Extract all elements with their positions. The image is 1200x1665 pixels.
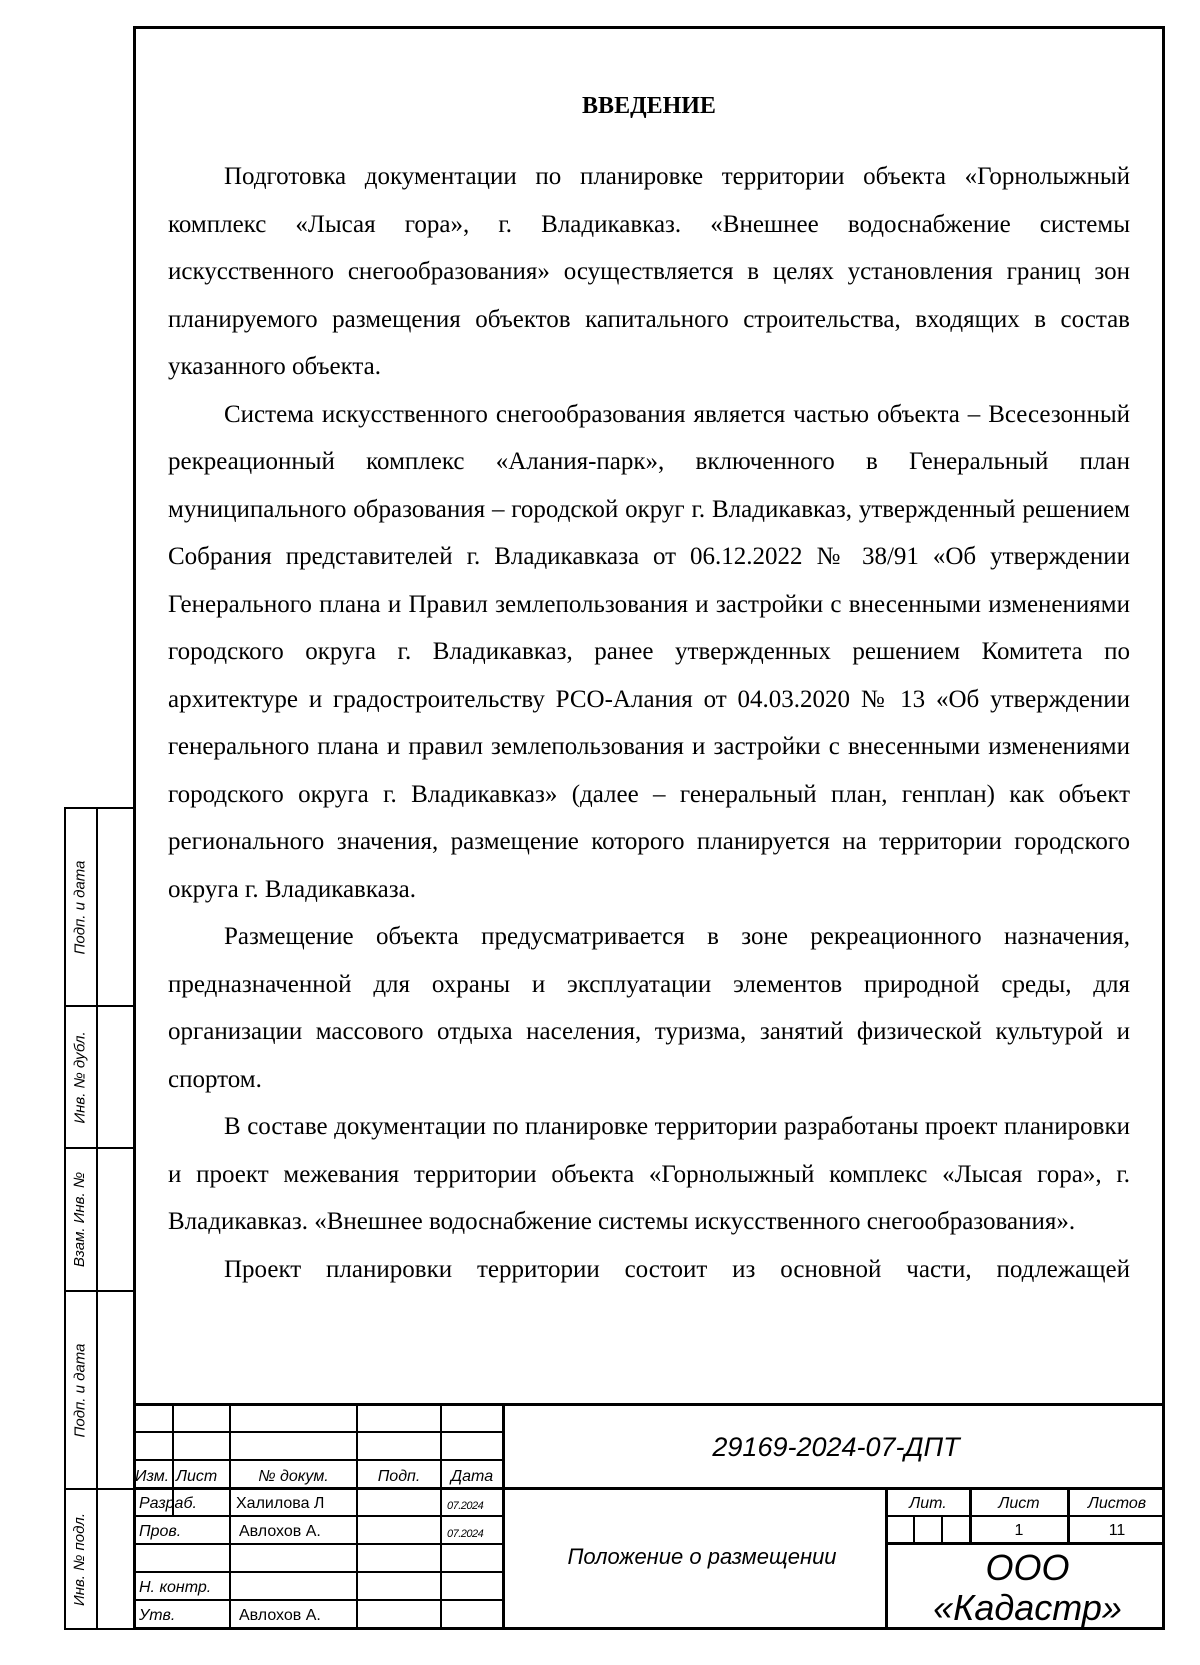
row-role: Разраб. <box>139 1495 197 1512</box>
paragraph: В составе документации по планировке территории разработаны проект планировки и проект межевания территории объекта «Горнолыжный комплекс «Лысая гора», г. Владикавказ. «Внешнее водоснабжение системы искусственного снегообразования». <box>168 1113 1130 1235</box>
document-title: Положение о размещении <box>567 1544 837 1569</box>
row-role: Пров. <box>139 1523 182 1540</box>
side-label-podp-data: Подп. и дата <box>71 1343 89 1437</box>
row-name: Авлохов А. <box>239 1523 321 1540</box>
lit-label: Лит. <box>909 1495 947 1512</box>
section-heading: ВВЕДЕНИЕ <box>582 93 716 119</box>
row-name: Авлохов А. <box>239 1607 321 1624</box>
sheets-label: Листов <box>1087 1495 1147 1512</box>
row-name: Халилова Л <box>236 1495 325 1512</box>
paragraph: Система искусственного снегообразования является частью объекта – Всесезонный рекреационный комплекс «Алания-парк», включенного в Генеральный план муниципального образования – городской округ г. Владикавказ, утвержденный решением Собрания представителей г. Владикавказа от 06.12.2022 № 38/91 «Об утверждении Генерального плана и Правил землепользования и застройки с внесенными изменениями городского округа г. Владикавказ, ранее утвержденных решением Комитета по архитектуре и градостроительству РСО-Алания от 04.03.2020 № 13 «Об утверждении генерального плана и правил землепользования и застройки с внесенными изменениями городского округа г. Владикавказ» (далее – генеральный план, генплан) как объект регионального значения, размещение которого планируется на территории городского округа г. Владикавказа. <box>168 400 1130 903</box>
side-label-vzam-inv: Взам. Инв. № <box>71 1171 89 1268</box>
row-role: Утв. <box>139 1607 176 1624</box>
paragraph: Подготовка документации по планировке территории объекта «Горнолыжный комплекс «Лысая гора», г. Владикавказ. «Внешнее водоснабжение системы искусственного снегообразования» осуществляется в целях установления границ зон планируемого размещения объектов капитального строительства, входящих в состав указанного объекта. <box>168 163 1130 380</box>
col-header-list: Лист <box>176 1468 218 1485</box>
side-label-inv-podl: Инв. № подл. <box>71 1512 89 1606</box>
col-header-podp: Подп. <box>377 1468 421 1485</box>
document-code: 29169-2024-07-ДПТ <box>712 1432 960 1462</box>
side-label-inv-dubl: Инв. № дубл. <box>71 1030 89 1124</box>
col-header-data: Дата <box>450 1468 494 1485</box>
col-header-docum: № докум. <box>258 1468 329 1485</box>
row-date: 07.2024 <box>447 1528 484 1540</box>
sheets-count: 11 <box>1108 1522 1126 1539</box>
side-label-podp-data: Подп. и дата <box>71 860 89 954</box>
sheet-label: Лист <box>998 1495 1040 1512</box>
paragraph: Проект планировки территории состоит из основной части, подлежащей <box>224 1255 1130 1283</box>
sheet-number: 1 <box>1014 1522 1024 1539</box>
org-name-line2: «Кадастр» <box>933 1587 1122 1628</box>
paragraph: Размещение объекта предусматривается в зоне рекреационного назначения, предназначенной для охраны и эксплуатации элементов природной среды, для организации массового отдыха населения, туризма, занятий физической культурой и спортом. <box>168 923 1130 1093</box>
row-date: 07.2024 <box>447 1500 484 1512</box>
col-header-izm: Изм. <box>135 1468 170 1485</box>
org-name-line1: ООО <box>985 1547 1070 1588</box>
document-body <box>168 153 1130 1293</box>
row-role: Н. контр. <box>139 1579 212 1596</box>
